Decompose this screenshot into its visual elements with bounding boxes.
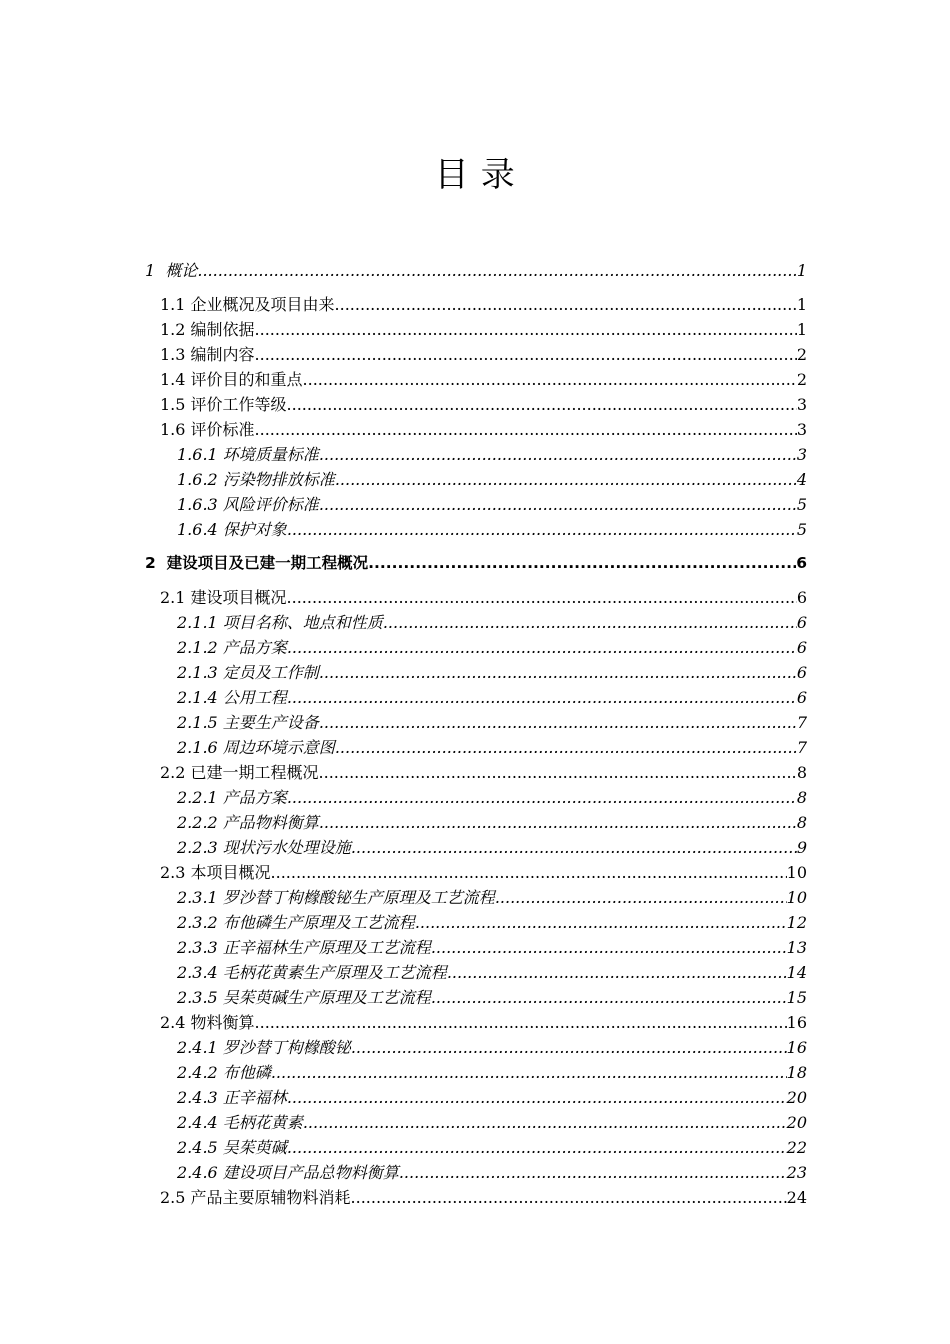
toc-entry-label: 2.4.3 正辛福林 bbox=[177, 1088, 287, 1107]
toc-entry[interactable] bbox=[145, 710, 807, 735]
toc-dot-leader bbox=[415, 910, 787, 935]
toc-page-number: 10 bbox=[786, 888, 807, 907]
toc-entry-label: 2.3.5 吴茱萸碱生产原理及工艺流程 bbox=[177, 988, 431, 1007]
toc-dot-leader bbox=[287, 585, 797, 610]
toc-page-number: 1 bbox=[796, 261, 807, 280]
toc-entry-label: 2.3 本项目概况 bbox=[160, 863, 271, 882]
toc-dot-leader bbox=[319, 760, 797, 785]
toc-entry-label: 1 概论 bbox=[145, 261, 198, 280]
toc-entry-label: 2.3.2 布他磷生产原理及工艺流程 bbox=[177, 913, 415, 932]
toc-page-number: 4 bbox=[796, 470, 807, 489]
toc-dot-leader bbox=[255, 342, 797, 367]
toc-entry-label: 2.4.2 布他磷 bbox=[177, 1063, 271, 1082]
page-title: 目 录 bbox=[434, 155, 516, 195]
toc-page-number: 15 bbox=[786, 988, 807, 1007]
toc-page-number: 8 bbox=[796, 788, 807, 807]
toc-dot-leader bbox=[287, 785, 797, 810]
toc-entry[interactable] bbox=[145, 1185, 807, 1210]
toc-entry[interactable] bbox=[145, 1110, 807, 1135]
toc-dot-leader bbox=[351, 1035, 787, 1060]
toc-page-number: 5 bbox=[796, 495, 807, 514]
toc-page-number: 5 bbox=[796, 520, 807, 539]
table-of-contents bbox=[145, 258, 807, 1210]
toc-entry[interactable] bbox=[145, 935, 807, 960]
toc-page-number: 3 bbox=[796, 395, 807, 414]
toc-page-number: 24 bbox=[786, 1188, 807, 1207]
toc-entry-label: 2.1.3 定员及工作制 bbox=[177, 663, 319, 682]
toc-dot-leader bbox=[495, 885, 787, 910]
toc-entry[interactable] bbox=[145, 1060, 807, 1085]
toc-entry-label: 1.6.2 污染物排放标准 bbox=[177, 470, 335, 489]
toc-dot-leader bbox=[335, 467, 797, 492]
toc-page-number: 1 bbox=[796, 320, 807, 339]
toc-entry[interactable] bbox=[145, 367, 807, 392]
toc-entry-label: 2 建设项目及已建一期工程概况 bbox=[145, 554, 369, 572]
toc-entry-label: 2.2 已建一期工程概况 bbox=[160, 763, 319, 782]
toc-entry[interactable] bbox=[145, 492, 807, 517]
toc-entry[interactable] bbox=[145, 342, 807, 367]
toc-entry[interactable] bbox=[145, 685, 807, 710]
toc-page-number: 8 bbox=[796, 763, 807, 782]
toc-dot-leader bbox=[319, 810, 797, 835]
toc-dot-leader bbox=[255, 417, 797, 442]
toc-entry[interactable] bbox=[145, 417, 807, 442]
toc-entry-label: 1.5 评价工作等级 bbox=[160, 395, 287, 414]
toc-page-number: 3 bbox=[796, 420, 807, 439]
toc-page-number: 14 bbox=[786, 963, 807, 982]
toc-entry-label: 1.6.1 环境质量标准 bbox=[177, 445, 319, 464]
toc-entry-label: 2.1.5 主要生产设备 bbox=[177, 713, 319, 732]
toc-entry-label: 2.1.4 公用工程 bbox=[177, 688, 287, 707]
toc-page-number: 16 bbox=[786, 1013, 807, 1032]
toc-dot-leader bbox=[287, 517, 797, 542]
toc-dot-leader bbox=[368, 551, 796, 576]
toc-entry-label: 2.3.1 罗沙替丁枸橼酸铋生产原理及工艺流程 bbox=[177, 888, 495, 907]
toc-dot-leader bbox=[447, 960, 787, 985]
toc-entry-label: 2.1.2 产品方案 bbox=[177, 638, 287, 657]
toc-entry[interactable] bbox=[145, 1085, 807, 1110]
toc-entry[interactable] bbox=[145, 392, 807, 417]
toc-page-number: 6 bbox=[796, 638, 807, 657]
toc-page-number: 6 bbox=[796, 663, 807, 682]
toc-entry[interactable] bbox=[145, 860, 807, 885]
toc-dot-leader bbox=[303, 1110, 787, 1135]
toc-dot-leader bbox=[319, 442, 797, 467]
toc-dot-leader bbox=[431, 935, 787, 960]
toc-entry[interactable] bbox=[145, 551, 807, 576]
toc-dot-leader bbox=[383, 610, 797, 635]
toc-entry-label: 2.1.6 周边环境示意图 bbox=[177, 738, 335, 757]
toc-dot-leader bbox=[287, 685, 797, 710]
toc-entry-label: 2.2.2 产品物料衡算 bbox=[177, 813, 319, 832]
toc-entry-label: 2.4.6 建设项目产品总物料衡算 bbox=[177, 1163, 399, 1182]
toc-entry[interactable] bbox=[145, 258, 807, 283]
toc-page-number: 2 bbox=[796, 345, 807, 364]
toc-page-number: 6 bbox=[796, 688, 807, 707]
toc-entry[interactable] bbox=[145, 660, 807, 685]
toc-dot-leader bbox=[399, 1160, 787, 1185]
toc-entry-label: 2.5 产品主要原辅物料消耗 bbox=[160, 1188, 351, 1207]
toc-entry[interactable] bbox=[145, 810, 807, 835]
toc-page-number: 2 bbox=[796, 370, 807, 389]
toc-page-number: 7 bbox=[796, 713, 807, 732]
toc-dot-leader bbox=[351, 835, 797, 860]
toc-entry-label: 2.1.1 项目名称、地点和性质 bbox=[177, 613, 383, 632]
toc-dot-leader bbox=[319, 710, 797, 735]
toc-page-number: 16 bbox=[786, 1038, 807, 1057]
toc-entry-label: 2.2.1 产品方案 bbox=[177, 788, 287, 807]
toc-page-number: 23 bbox=[786, 1163, 807, 1182]
toc-entry-label: 2.1 建设项目概况 bbox=[160, 588, 287, 607]
toc-page-number: 7 bbox=[796, 738, 807, 757]
toc-dot-leader bbox=[303, 367, 797, 392]
toc-entry-label: 1.6.3 风险评价标准 bbox=[177, 495, 319, 514]
toc-entry[interactable] bbox=[145, 517, 807, 542]
toc-dot-leader bbox=[335, 292, 797, 317]
toc-entry[interactable] bbox=[145, 960, 807, 985]
toc-dot-leader bbox=[255, 1010, 787, 1035]
toc-entry-label: 2.4.5 吴茱萸碱 bbox=[177, 1138, 287, 1157]
toc-entry-label: 1.6.4 保护对象 bbox=[177, 520, 287, 539]
toc-entry[interactable] bbox=[145, 785, 807, 810]
toc-entry[interactable] bbox=[145, 835, 807, 860]
toc-entry[interactable] bbox=[145, 760, 807, 785]
toc-entry[interactable] bbox=[145, 910, 807, 935]
toc-dot-leader bbox=[271, 1060, 787, 1085]
toc-page-number: 20 bbox=[786, 1113, 807, 1132]
toc-entry-label: 2.4.4 毛柄花黄素 bbox=[177, 1113, 303, 1132]
toc-entry[interactable] bbox=[145, 735, 807, 760]
toc-dot-leader bbox=[335, 735, 797, 760]
toc-page-number: 6 bbox=[796, 613, 807, 632]
toc-entry-label: 1.1 企业概况及项目由来 bbox=[160, 295, 335, 314]
toc-entry[interactable] bbox=[145, 635, 807, 660]
toc-entry[interactable] bbox=[145, 585, 807, 610]
toc-entry-label: 2.4.1 罗沙替丁枸橼酸铋 bbox=[177, 1038, 351, 1057]
toc-dot-leader bbox=[319, 492, 797, 517]
toc-page-number: 1 bbox=[796, 295, 807, 314]
toc-entry-label: 2.3.4 毛柄花黄素生产原理及工艺流程 bbox=[177, 963, 447, 982]
toc-entry[interactable] bbox=[145, 1160, 807, 1185]
toc-entry[interactable] bbox=[145, 1035, 807, 1060]
toc-entry[interactable] bbox=[145, 467, 807, 492]
toc-page-number: 12 bbox=[786, 913, 807, 932]
toc-dot-leader bbox=[319, 660, 797, 685]
toc-entry-label: 2.2.3 现状污水处理设施 bbox=[177, 838, 351, 857]
toc-dot-leader bbox=[287, 392, 797, 417]
toc-entry[interactable] bbox=[145, 610, 807, 635]
toc-page-number: 8 bbox=[796, 813, 807, 832]
toc-page-number: 22 bbox=[786, 1138, 807, 1157]
toc-dot-leader bbox=[287, 635, 797, 660]
toc-entry-label: 1.6 评价标准 bbox=[160, 420, 255, 439]
toc-page-number: 6 bbox=[796, 588, 807, 607]
toc-page-number: 6 bbox=[796, 554, 807, 572]
toc-entry-label: 2.4 物料衡算 bbox=[160, 1013, 255, 1032]
toc-entry[interactable] bbox=[145, 885, 807, 910]
toc-page-number: 3 bbox=[796, 445, 807, 464]
toc-entry[interactable] bbox=[145, 442, 807, 467]
toc-page-number: 13 bbox=[786, 938, 807, 957]
toc-page-number: 9 bbox=[796, 838, 807, 857]
toc-dot-leader bbox=[255, 317, 797, 342]
toc-page-number: 18 bbox=[786, 1063, 807, 1082]
toc-dot-leader bbox=[287, 1135, 787, 1160]
toc-entry-label: 1.3 编制内容 bbox=[160, 345, 255, 364]
toc-page-number: 20 bbox=[786, 1088, 807, 1107]
toc-entry[interactable] bbox=[145, 1010, 807, 1035]
toc-entry[interactable] bbox=[145, 292, 807, 317]
toc-dot-leader bbox=[431, 985, 787, 1010]
toc-entry[interactable] bbox=[145, 1135, 807, 1160]
toc-dot-leader bbox=[197, 258, 796, 283]
toc-entry-label: 2.3.3 正辛福林生产原理及工艺流程 bbox=[177, 938, 431, 957]
toc-dot-leader bbox=[271, 860, 787, 885]
toc-entry-label: 1.2 编制依据 bbox=[160, 320, 255, 339]
toc-dot-leader bbox=[351, 1185, 787, 1210]
toc-dot-leader bbox=[287, 1085, 787, 1110]
toc-entry-label: 1.4 评价目的和重点 bbox=[160, 370, 303, 389]
toc-entry[interactable] bbox=[145, 317, 807, 342]
toc-page-number: 10 bbox=[786, 863, 807, 882]
toc-entry[interactable] bbox=[145, 985, 807, 1010]
